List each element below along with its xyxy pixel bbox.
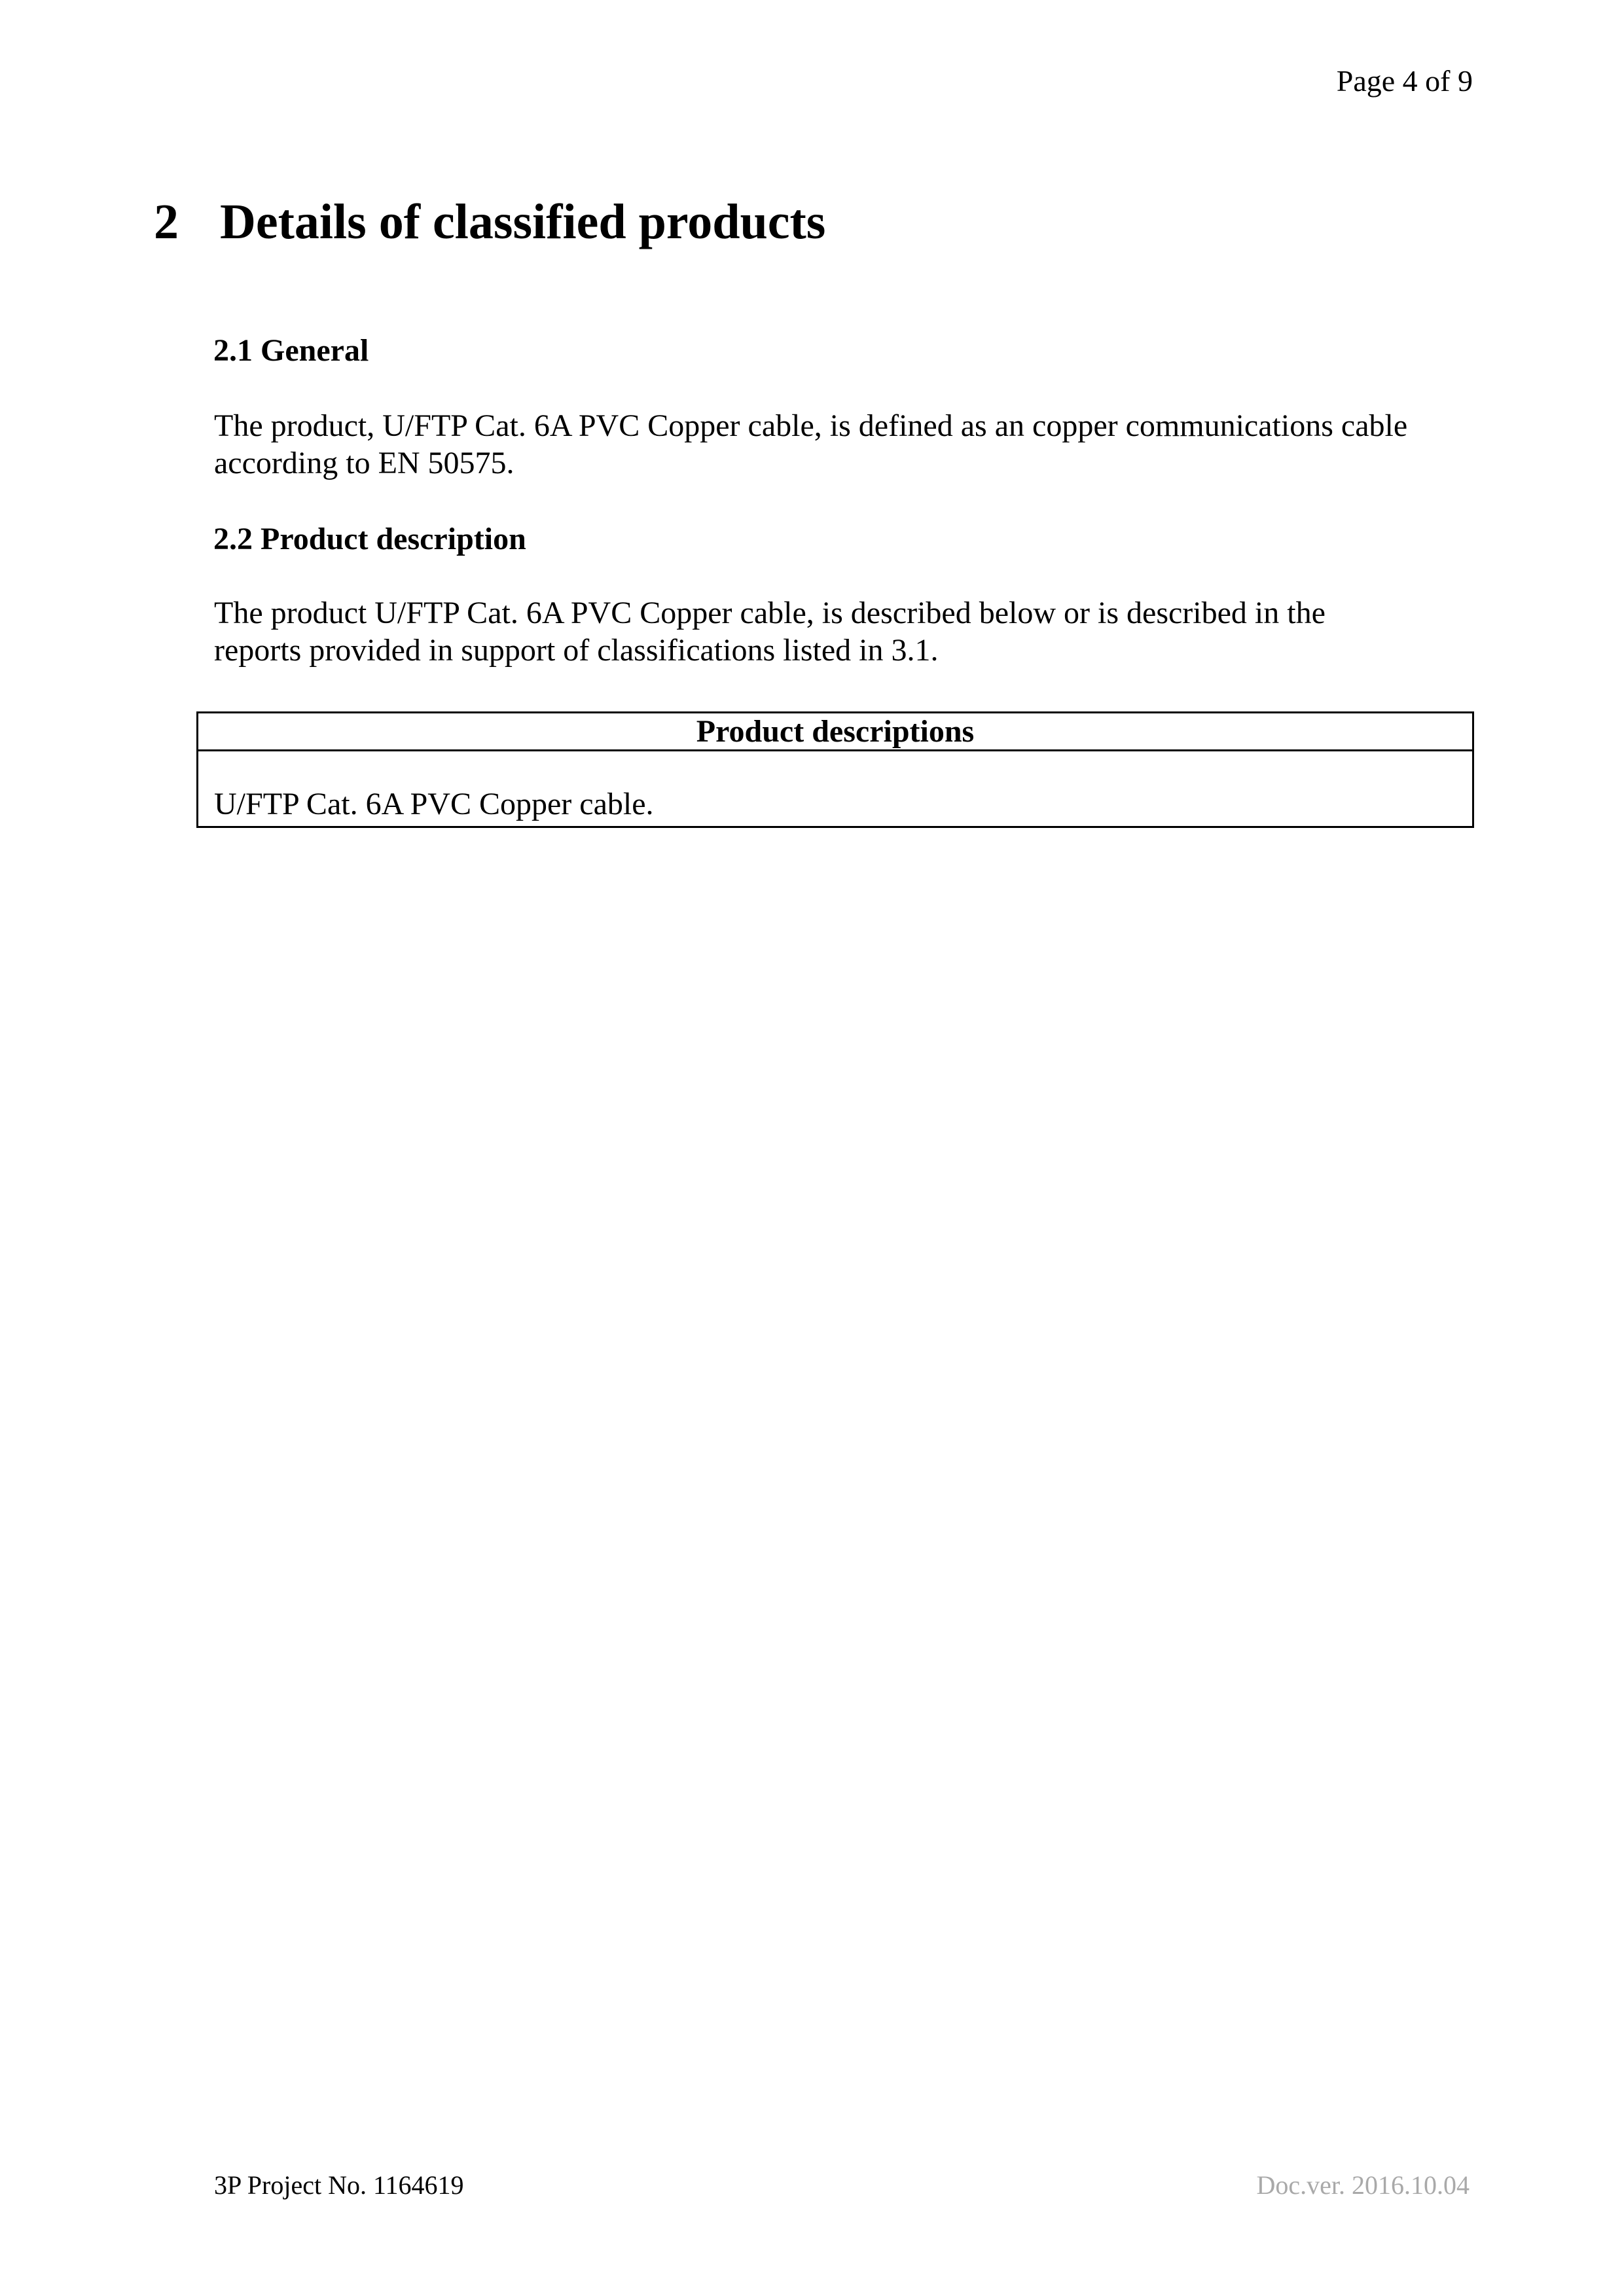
paragraph-line: The product, U/FTP Cat. 6A PVC Copper cable, is defined as an copper communications cable [214, 408, 1408, 443]
product-descriptions-table [196, 711, 1474, 828]
paragraph-general [214, 407, 1484, 482]
table-row [198, 751, 1473, 827]
paragraph-line: reports provided in support of classifications listed in 3.1. [214, 633, 939, 668]
table-header-row [198, 713, 1473, 751]
chapter-number: 2 [154, 194, 179, 249]
footer-project-number: 3P Project No. 1164619 [214, 2170, 464, 2200]
paragraph-product-description [214, 594, 1484, 669]
paragraph-line: The product U/FTP Cat. 6A PVC Copper cable, is described below or is described in the [214, 596, 1326, 630]
page-number: Page 4 of 9 [1336, 64, 1473, 98]
chapter-title: Details of classified products [220, 194, 826, 249]
subsection-heading-product-description: 2.2 Product description [213, 522, 526, 556]
table-cell-product-description: U/FTP Cat. 6A PVC Copper cable. [198, 751, 1473, 827]
subsection-heading-general: 2.1 General [213, 333, 369, 368]
table-header-cell: Product descriptions [198, 713, 1473, 751]
footer-doc-version: Doc.ver. 2016.10.04 [1256, 2170, 1470, 2200]
paragraph-line: according to EN 50575. [214, 446, 514, 480]
chapter-heading [154, 195, 825, 250]
